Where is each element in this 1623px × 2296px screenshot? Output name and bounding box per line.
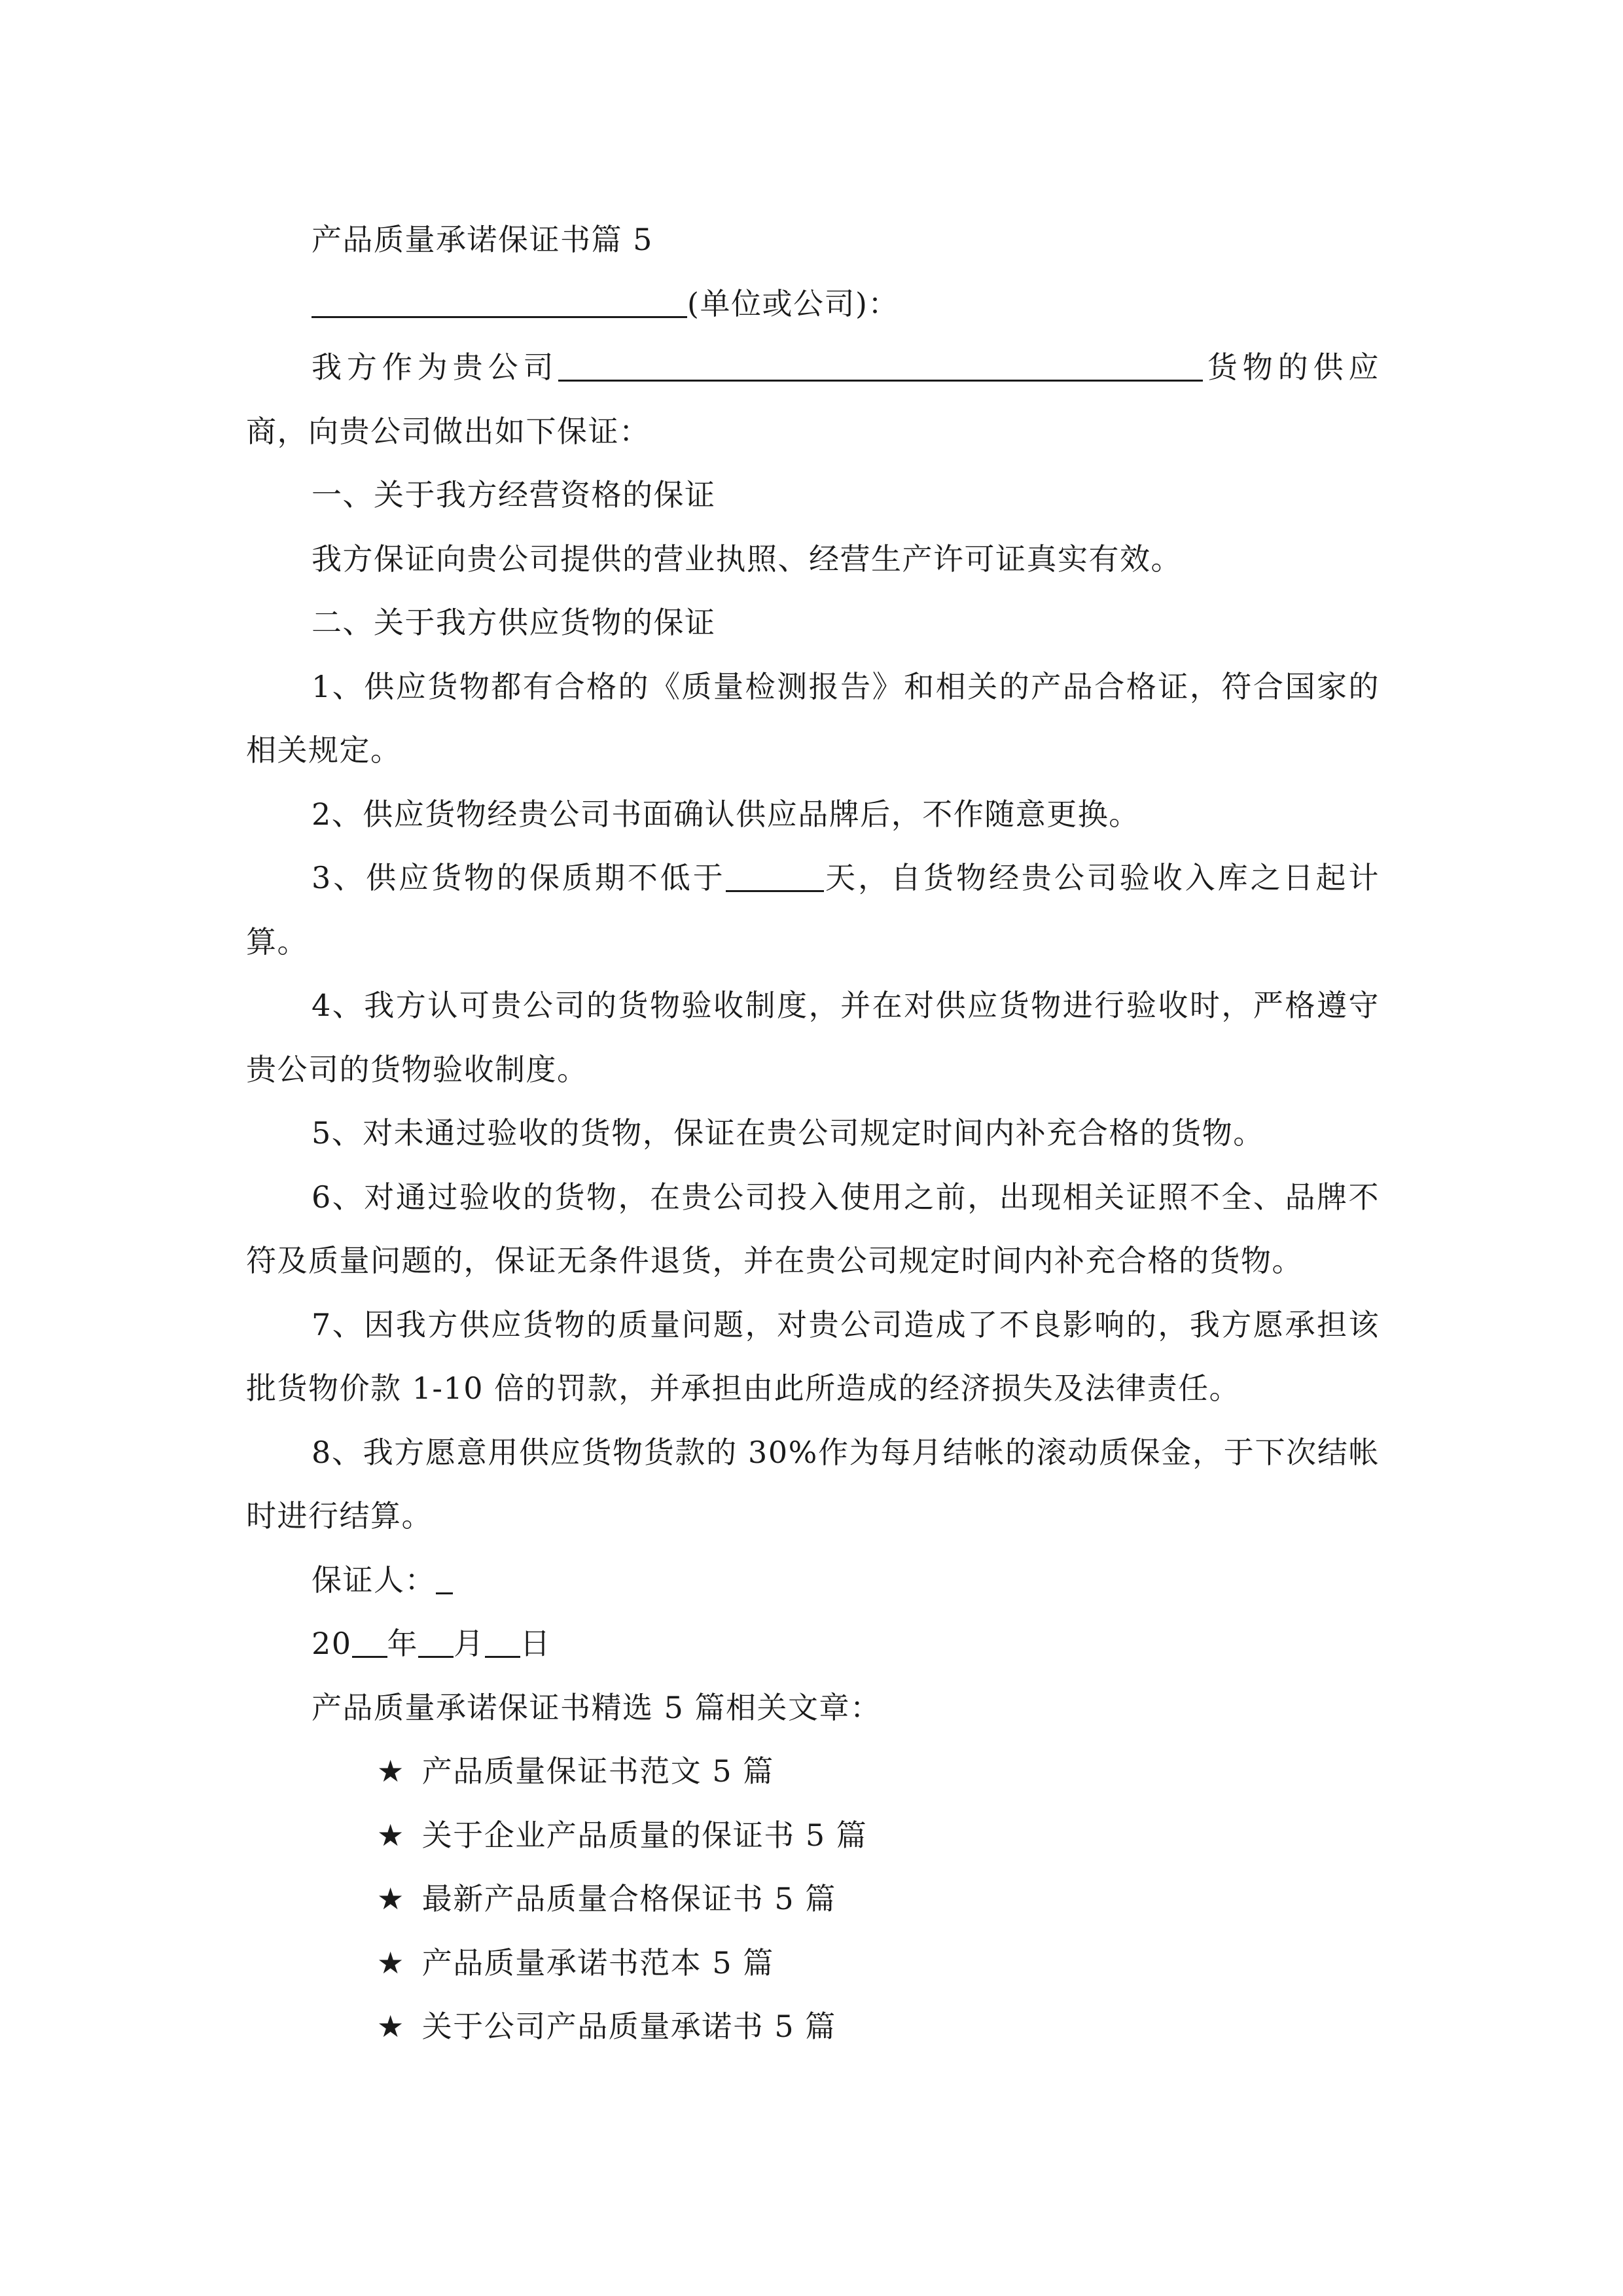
star-icon: ★ xyxy=(377,1881,405,1916)
related-article-link[interactable]: ★ 产品质量保证书范文 5 篇 xyxy=(246,1740,1380,1804)
related-article-link[interactable]: ★ 关于企业产品质量的保证书 5 篇 xyxy=(246,1804,1380,1868)
signature-line: 保证人： xyxy=(246,1549,1380,1613)
guarantee-item-4: 4、我方认可贵公司的货物验收制度，并在对供应货物进行验收时，严格遵守贵公司的货物验收制度。 xyxy=(246,988,1380,1087)
guarantee-item-6: 6、对通过验收的货物，在贵公司投入使用之前，出现相关证照不全、品牌不符及质量问题的，保证无条件退货，并在贵公司规定时间内补充合格的货物。 xyxy=(246,1179,1380,1278)
star-icon: ★ xyxy=(377,1753,405,1789)
guarantee-item-2: 2、供应货物经贵公司书面确认供应品牌后，不作随意更换。 xyxy=(312,796,1140,832)
guarantee-item-1: 1、供应货物都有合格的《质量检测报告》和相关的产品合格证，符合国家的相关规定。 xyxy=(246,668,1380,768)
star-icon: ★ xyxy=(377,1945,405,1981)
section1-heading: 一、关于我方经营资格的保证 xyxy=(312,477,716,512)
document-title: 产品质量承诺保证书篇 5 xyxy=(312,222,653,257)
date-line: 20 年 月 日 xyxy=(312,1626,552,1661)
star-icon: ★ xyxy=(377,2009,405,2044)
goods-blank xyxy=(558,350,1203,382)
document-page xyxy=(246,208,1380,2059)
star-icon: ★ xyxy=(377,1817,405,1853)
signature-blank xyxy=(436,1562,453,1594)
related-article-link[interactable]: ★ 产品质量承诺书范本 5 篇 xyxy=(246,1931,1380,1996)
guarantee-item-5: 5、对未通过验收的货物，保证在贵公司规定时间内补充合格的货物。 xyxy=(312,1115,1264,1151)
section1-body: 我方保证向贵公司提供的营业执照、经营生产许可证真实有效。 xyxy=(312,541,1182,577)
section2-heading: 二、关于我方供应货物的保证 xyxy=(312,605,716,640)
day-blank xyxy=(485,1626,520,1658)
days-blank xyxy=(726,860,824,892)
recipient-blank xyxy=(312,286,687,318)
guarantee-item-8: 8、我方愿意用供应货物货款的 30%作为每月结帐的滚动质保金，于下次结帐时进行结算。 xyxy=(246,1434,1380,1534)
guarantee-item-3: 3、供应货物的保质期不低于 天，自货物经贵公司验收入库之日起计算。 xyxy=(246,860,1380,960)
related-article-link[interactable]: ★ 最新产品质量合格保证书 5 篇 xyxy=(246,1867,1380,1931)
month-blank xyxy=(418,1626,454,1658)
intro-paragraph: 我方作为贵公司 货物的供应商，向贵公司做出如下保证： xyxy=(246,350,1380,449)
related-articles-heading: 产品质量承诺保证书精选 5 篇相关文章： xyxy=(312,1689,882,1725)
salutation-line: (单位或公司)： xyxy=(246,272,1380,336)
guarantee-item-7: 7、因我方供应货物的质量问题，对贵公司造成了不良影响的，我方愿承担该批货物价款 1-10 倍的罚款，并承担由此所造成的经济损失及法律责任。 xyxy=(246,1306,1380,1406)
related-article-link[interactable]: ★ 关于公司产品质量承诺书 5 篇 xyxy=(246,1995,1380,2059)
year-blank xyxy=(352,1626,387,1658)
